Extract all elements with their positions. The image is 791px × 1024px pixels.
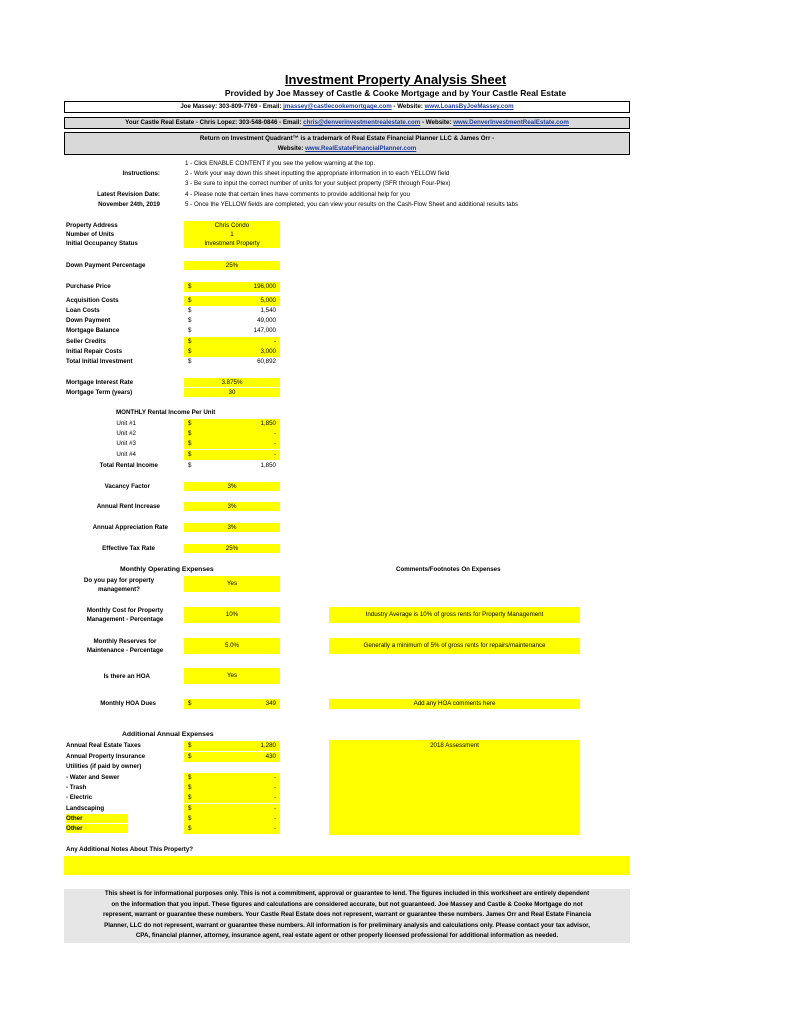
unit-label: Unit #3 xyxy=(116,440,136,447)
expense-item-label: Landscaping xyxy=(66,805,105,812)
contact1-mid: - Website: xyxy=(391,103,425,110)
effective-tax-rate-label: Effective Tax Rate xyxy=(102,545,155,552)
trash-value: - xyxy=(273,784,276,791)
management-cost-label-line2: Management - Percentage xyxy=(86,616,164,623)
currency-sign: $ xyxy=(188,753,192,760)
mortgage-rate-input[interactable]: 3.875% xyxy=(184,378,280,387)
electric-input[interactable] xyxy=(184,793,280,803)
rental-income-heading: MONTHLY Rental Income Per Unit xyxy=(116,409,216,416)
annual-expenses-comment-box[interactable] xyxy=(329,740,580,835)
other-expense-1-value: - xyxy=(273,815,276,822)
instructions-label: Instructions: xyxy=(122,170,160,177)
reserves-label-line1: Monthly Reserves for xyxy=(93,638,157,645)
unit-4-rent-input[interactable] xyxy=(184,450,280,460)
annual-appreciation-label: Annual Appreciation Rate xyxy=(92,524,168,531)
property-address-input[interactable]: Chris Condo xyxy=(184,221,280,230)
water-sewer-input[interactable] xyxy=(184,773,280,783)
contact1-prefix: Joe Massey: 303-809-7769 - Email: xyxy=(180,103,284,110)
down-payment-pct-input[interactable]: 25% xyxy=(184,261,280,270)
annual-expenses-heading: Additional Annual Expenses xyxy=(122,731,214,738)
vacancy-factor-input[interactable]: 3% xyxy=(184,482,280,491)
effective-tax-rate-input[interactable]: 25% xyxy=(184,544,280,553)
contact2-prefix: Your Castle Real Estate - Chris Lopez: 303-548-0846 - Email: xyxy=(125,119,304,126)
other-expense-label-input[interactable]: Other xyxy=(66,824,128,833)
occupancy-status-input[interactable]: Investment Property xyxy=(184,239,280,248)
reserves-label xyxy=(66,637,184,655)
currency-sign: $ xyxy=(188,794,192,801)
unit-2-rent-value: - xyxy=(273,430,276,437)
pay-management-label xyxy=(66,576,172,594)
initial-repair-costs-value: 3,000 xyxy=(260,348,276,355)
acquisition-costs-input[interactable] xyxy=(184,296,280,306)
mortgage-balance-output xyxy=(184,326,280,336)
additional-notes-input[interactable] xyxy=(64,856,630,875)
unit-3-rent-input[interactable] xyxy=(184,439,280,449)
reserves-input[interactable]: 5.0% xyxy=(184,638,280,654)
property-insurance-input[interactable] xyxy=(184,752,280,762)
total-initial-investment-value: 60,892 xyxy=(257,358,276,365)
additional-notes-label: Any Additional Notes About This Property? xyxy=(66,846,194,853)
hoa-question-label: Is there an HOA xyxy=(103,673,150,680)
unit-3-rent-value: - xyxy=(273,440,276,447)
hoa-dues-label: Monthly HOA Dues xyxy=(100,700,156,707)
landscaping-input[interactable] xyxy=(184,804,280,814)
management-cost-label-line1: Monthly Cost for Property xyxy=(86,607,164,614)
contact2-email-link[interactable]: chris@denverinvestmentrealestate.com xyxy=(303,119,421,126)
disclaimer-line: This sheet is for informational purposes only. This is not a commitment, approval or guarantee to lend. The figures included in this worksheet are entirely dependent xyxy=(104,890,590,897)
currency-sign: $ xyxy=(188,348,192,355)
unit-label: Unit #1 xyxy=(116,420,136,427)
total-initial-investment-output xyxy=(184,357,280,367)
seller-credits-label: Seller Credits xyxy=(66,338,106,345)
contact2-website-link[interactable]: www.DenverInvestmentRealEstate.com xyxy=(453,119,569,126)
currency-sign: $ xyxy=(188,297,192,304)
real-estate-taxes-label: Annual Real Estate Taxes xyxy=(66,742,141,749)
currency-sign: $ xyxy=(188,462,192,469)
annual-appreciation-input[interactable]: 3% xyxy=(184,523,280,532)
pay-management-input[interactable]: Yes xyxy=(184,576,280,592)
unit-1-rent-value: 1,850 xyxy=(260,420,276,427)
annual-rent-increase-label: Annual Rent Increase xyxy=(96,503,160,510)
currency-sign: $ xyxy=(188,805,192,812)
revision-label: Latest Revision Date: xyxy=(97,191,160,198)
instruction-step: 3 - Be sure to input the correct number of units for your subject property (SFR through Four-Plex) xyxy=(185,180,451,187)
currency-sign: $ xyxy=(188,742,192,749)
acquisition-costs-label: Acquisition Costs xyxy=(66,297,119,304)
hoa-question-input[interactable]: Yes xyxy=(184,668,280,684)
real-estate-taxes-input[interactable] xyxy=(184,741,280,751)
reserves-label-line2: Maintenance - Percentage xyxy=(86,647,164,654)
management-comment[interactable]: Industry Average is 10% of gross rents for Property Management xyxy=(329,607,580,623)
mortgage-term-label: Mortgage Term (years) xyxy=(66,389,133,396)
purchase-price-value: 196,000 xyxy=(253,283,276,290)
unit-label: Unit #4 xyxy=(116,451,136,458)
trademark-prefix: Website: xyxy=(277,145,306,152)
utilities-label: Utilities (if paid by owner) xyxy=(66,763,142,770)
number-of-units-label: Number of Units xyxy=(66,231,115,238)
property-insurance-value: 430 xyxy=(265,753,276,760)
trademark-line: Return on Investment Quadrant™ is a trademark of Real Estate Financial Planner LLC & James Orr - xyxy=(199,135,495,142)
total-rental-income-output xyxy=(184,461,280,471)
loan-costs-output xyxy=(184,306,280,316)
other-expense-2-value: - xyxy=(273,825,276,832)
pay-management-label-line2: management? xyxy=(98,586,140,593)
operating-expenses-heading: Monthly Operating Expenses xyxy=(120,566,214,573)
instruction-step: 5 - Once the YELLOW fields are completed, you can view your results on the Cash-Flow Sheet and additional results tabs xyxy=(185,201,519,208)
expense-item-label: - Electric xyxy=(66,794,93,801)
total-rental-income-label: Total Rental Income xyxy=(99,462,158,469)
tax-comment: 2018 Assessment xyxy=(430,742,479,749)
unit-1-rent-input[interactable] xyxy=(184,419,280,429)
water-sewer-value: - xyxy=(273,774,276,781)
contact-box-castle xyxy=(64,117,630,129)
disclaimer-line: Planner, LLC do not represent, warrant or guarantee these numbers. All information is for preliminary analysis and calculations only. Please contact your tax advisor, xyxy=(104,921,590,929)
seller-credits-input[interactable] xyxy=(184,337,280,347)
contact1-email-link[interactable]: jmassey@castlecookemortgage.com xyxy=(283,103,392,110)
mortgage-term-input[interactable]: 30 xyxy=(184,388,280,397)
hoa-dues-input[interactable] xyxy=(184,699,280,709)
other-expense-2-input[interactable] xyxy=(184,824,280,834)
currency-sign: $ xyxy=(188,283,192,290)
down-payment-output xyxy=(184,316,280,326)
pay-management-label-line1: Do you pay for property xyxy=(83,577,155,584)
disclaimer xyxy=(64,889,630,943)
currency-sign: $ xyxy=(188,327,192,334)
initial-repair-costs-input[interactable] xyxy=(184,347,280,357)
page-title: Investment Property Analysis Sheet xyxy=(284,72,507,87)
electric-value: - xyxy=(273,794,276,801)
annual-rent-increase-input[interactable]: 3% xyxy=(184,502,280,511)
disclaimer-line: CPA, financial planner, attorney, insurance agent, real estate agent or other properly licensed professional for additional information as needed. xyxy=(135,932,559,939)
currency-sign: $ xyxy=(188,358,192,365)
disclaimer-line: represent, warrant or guarantee these numbers. Your Castle Real Estate does not represent, warrant or guarantee these numbers. James Orr and Real Estate Financia xyxy=(102,911,592,918)
unit-4-rent-value: - xyxy=(273,451,276,458)
other-expense-label-input[interactable]: Other xyxy=(66,814,128,823)
purchase-price-input[interactable] xyxy=(184,282,280,292)
trash-input[interactable] xyxy=(184,783,280,793)
total-initial-investment-label: Total Initial Investment xyxy=(66,358,133,365)
initial-repair-costs-label: Initial Repair Costs xyxy=(66,348,123,355)
currency-sign: $ xyxy=(188,825,192,832)
currency-sign: $ xyxy=(188,440,192,447)
real-estate-taxes-value: 1,280 xyxy=(260,742,276,749)
trademark-box xyxy=(64,132,630,155)
disclaimer-line: on the information that you input. These figures and calculations are considered accurate, but not guaranteed. Joe Massey and Castle & Cooke Mortgage do not xyxy=(111,900,583,908)
loan-costs-value: 1,540 xyxy=(260,307,276,314)
total-rental-income-value: 1,850 xyxy=(260,462,276,469)
landscaping-value: - xyxy=(273,805,276,812)
reserves-comment[interactable]: Generally a minimum of 5% of gross rents for repairs/maintenance xyxy=(329,638,580,654)
expense-item-label: - Trash xyxy=(66,784,87,791)
currency-sign: $ xyxy=(188,451,192,458)
acquisition-costs-value: 5,000 xyxy=(260,297,276,304)
mortgage-balance-value: 147,000 xyxy=(253,327,276,334)
currency-sign: $ xyxy=(188,430,192,437)
page-subtitle: Provided by Joe Massey of Castle & Cooke Mortgage and by Your Castle Real Estate xyxy=(224,88,567,98)
contact2-mid: - Website: xyxy=(420,119,454,126)
property-address-label: Property Address xyxy=(66,222,118,229)
revision-date: November 24th, 2019 xyxy=(98,201,160,208)
currency-sign: $ xyxy=(188,307,192,314)
loan-costs-label: Loan Costs xyxy=(66,307,100,314)
contact1-website-link[interactable]: www.LoansByJoeMassey.com xyxy=(424,103,514,110)
number-of-units-input[interactable]: 1 xyxy=(184,230,280,239)
expense-item-label: - Water and Sewer xyxy=(66,774,120,781)
currency-sign: $ xyxy=(188,338,192,345)
management-cost-label xyxy=(66,606,184,624)
down-payment-label: Down Payment xyxy=(66,317,111,324)
seller-credits-value: - xyxy=(273,338,276,345)
other-expense-1-input[interactable] xyxy=(184,814,280,824)
purchase-price-label: Purchase Price xyxy=(66,283,111,290)
currency-sign: $ xyxy=(188,784,192,791)
property-insurance-label: Annual Property Insurance xyxy=(66,753,146,760)
occupancy-status-label: Initial Occupancy Status xyxy=(66,240,138,247)
currency-sign: $ xyxy=(188,815,192,822)
currency-sign: $ xyxy=(188,420,192,427)
hoa-comment[interactable]: Add any HOA comments here xyxy=(329,699,580,709)
currency-sign: $ xyxy=(188,317,192,324)
instruction-step: 4 - Please note that certain lines have comments to provide additional help for you xyxy=(185,191,410,198)
trademark-website-link[interactable]: www.RealEstateFinancialPlanner.com xyxy=(305,145,417,152)
instruction-step: 2 - Work your way down this sheet inputting the appropriate information in to each YELLOW field xyxy=(185,170,450,177)
mortgage-rate-label: Mortgage Interest Rate xyxy=(66,379,134,386)
down-payment-pct-label: Down Payment Percentage xyxy=(66,262,146,269)
down-payment-value: 49,000 xyxy=(257,317,276,324)
currency-sign: $ xyxy=(188,774,192,781)
unit-label: Unit #2 xyxy=(116,430,136,437)
management-cost-input[interactable]: 10% xyxy=(184,607,280,623)
hoa-dues-value: 349 xyxy=(265,700,276,707)
vacancy-factor-label: Vacancy Factor xyxy=(104,483,150,490)
mortgage-balance-label: Mortgage Balance xyxy=(66,327,120,334)
contact-box-joe xyxy=(64,101,630,113)
currency-sign: $ xyxy=(188,700,192,707)
comments-heading: Comments/Footnotes On Expenses xyxy=(396,566,501,573)
unit-2-rent-input[interactable] xyxy=(184,429,280,439)
instruction-step: 1 - Click ENABLE CONTENT if you see the yellow warning at the top. xyxy=(185,160,376,167)
